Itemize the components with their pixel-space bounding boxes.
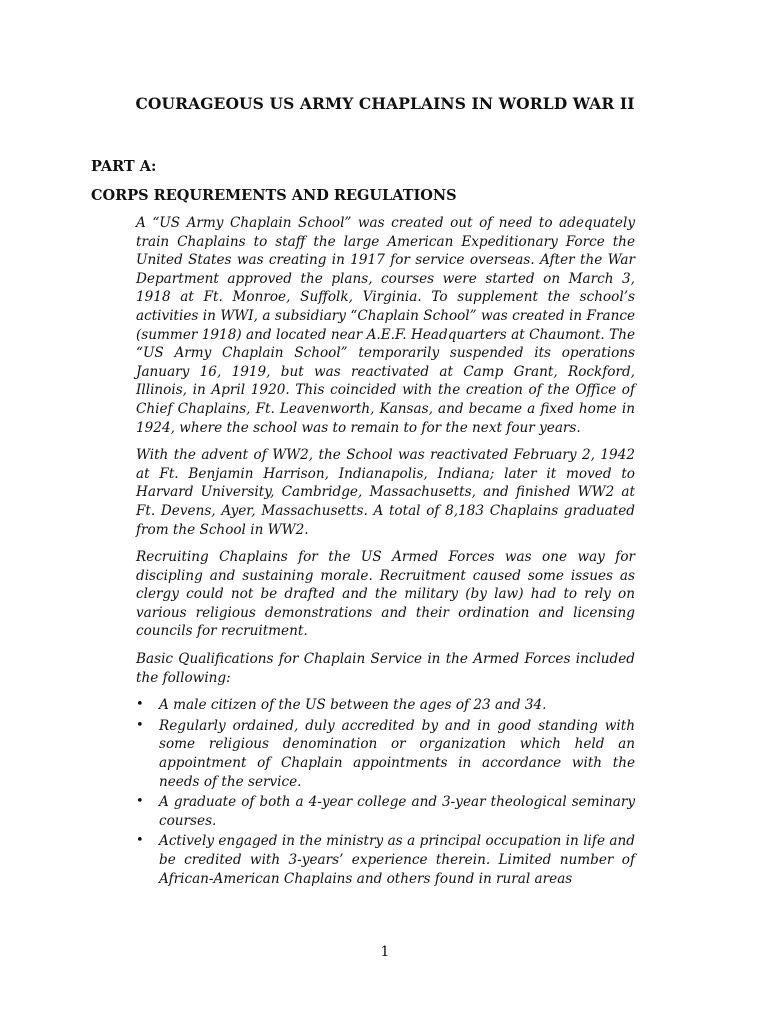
bullet-icon: • [136,794,144,810]
paragraph-qualifications-intro: Basic Qualifications for Chaplain Service in the Armed Forces included the following: [136,651,635,686]
list-item [136,696,635,715]
bullet-icon: • [136,717,144,733]
part-heading: PART A: [91,158,157,175]
list-item-text: A graduate of both a 4-year college and 3-year theological seminary courses. [159,794,635,829]
list-item-text: A male citizen of the US between the ages of 23 and 34. [159,697,547,714]
document-body [136,214,635,890]
paragraph-chaplain-school: A “US Army Chaplain School” was created out of need to adequately train Chaplains to staff the large American Expeditionary Force the United States was creating in 1917 for service overseas. After the War Department approved the plans, courses were started on March 3, 1918 at Ft. Monroe, Suffolk, Virginia. To supplement the school’s activities in WWI, a subsidiary “Chaplain School” was created in France (summer 1918) and located near A.E.F. Headquarters at Chaumont. The “US Army Chaplain School” temporarily suspended its operations January 16, 1919, but was reactivated at Camp Grant, Rockford, Illinois, in April 1920. This coincided with the creation of the Office of Chief Chaplains, Ft. Leavenworth, Kansas, and became a fixed home in 1924, where the school was to remain to for the next four years. [136,215,635,436]
bullet-icon: • [136,833,144,849]
list-item [136,717,635,791]
document-title: COURAGEOUS US ARMY CHAPLAINS IN WORLD WAR II [135,94,635,113]
list-item-text: Actively engaged in the ministry as a principal occupation in life and be credited with 3-years’ experience therein. Limited number of African-American Chaplains and others found in rural areas [159,833,635,887]
paragraph-ww2-reactivation: With the advent of WW2, the School was reactivated February 2, 1942 at Ft. Benjamin Harrison, Indianapolis, Indiana; later it moved to Harvard University, Cambridge, Massachusetts, and finished WW2 at Ft. Devens, Ayer, Massachusetts. A total of 8,183 Chaplains graduated from the School in WW2. [136,447,635,538]
section-heading: CORPS REQUREMENTS AND REGULATIONS [91,187,457,204]
list-item [136,832,635,888]
qualifications-list [136,696,635,888]
bullet-icon: • [136,697,144,713]
list-item-text: Regularly ordained, duly accredited by and in good standing with some religious denomination or organization which held an appointment of Chaplain appointments in accordance with the needs of the service. [159,717,635,790]
list-item [136,793,635,830]
page-number: 1 [380,944,390,960]
paragraph-recruiting: Recruiting Chaplains for the US Armed Forces was one way for discipling and sustaining morale. Recruitment caused some issues as clergy could not be drafted and the military (by law) had to rely on various religious demonstrations and their ordination and licensing councils for recruitment. [136,549,635,640]
